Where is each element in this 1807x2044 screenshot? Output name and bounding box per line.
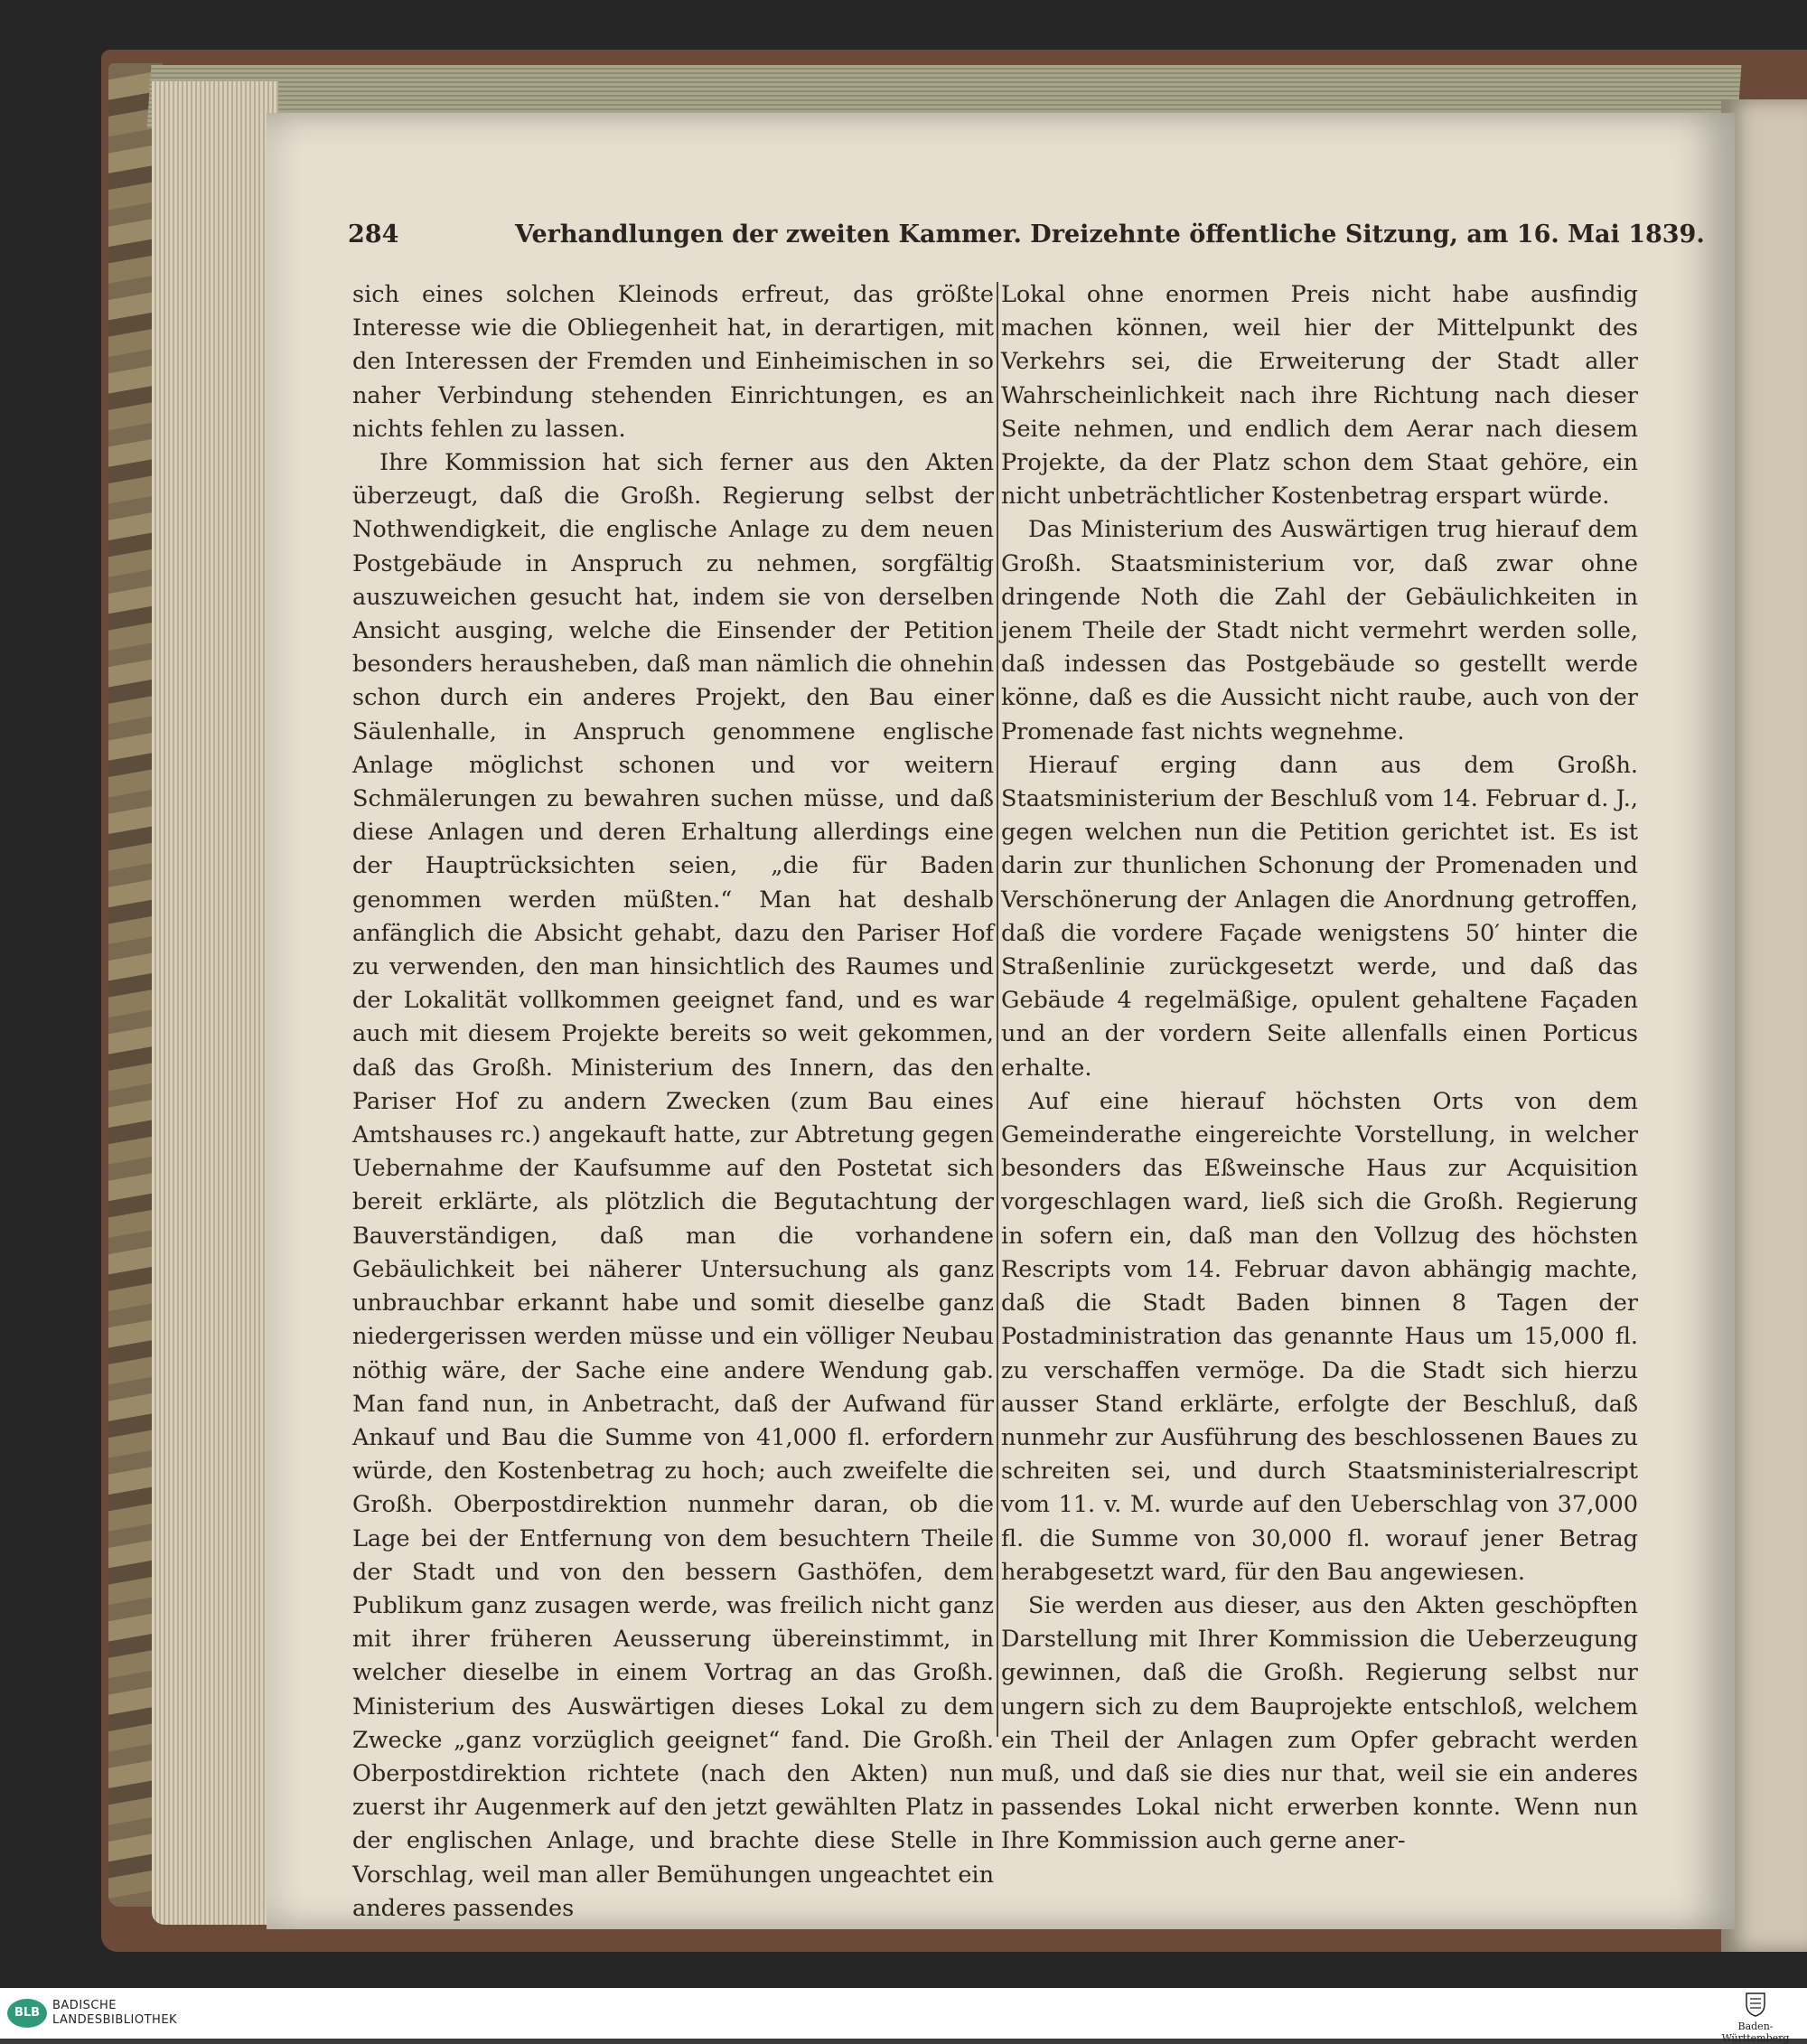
- paragraph: Sie werden aus dieser, aus den Akten geschöpften Darstellung mit Ihrer Kommission die Ueberzeugung gewinnen, daß die Großh. Regierung selbst nur ungern sich zu dem Bauprojekte entschloß, welchem ein Theil der Anlagen zum Opfer gebracht werden muß, und daß sie dies nur that, weil sie ein anderes passendes Lokal nicht erwerben konnte. Wenn nun Ihre Kommission auch gerne aner-: [1001, 1591, 1638, 1855]
- library-name[interactable]: [52, 1999, 177, 2028]
- left-column: [352, 278, 994, 1926]
- viewer-footer: [0, 1988, 1807, 2044]
- coat-of-arms-icon: [1745, 1992, 1766, 2017]
- paragraph: Auf eine hierauf höchsten Orts von dem Gemeinderathe eingereichte Vorstellung, in welcher besonders das Eßweinsche Haus zur Acquisition vorgeschlagen ward, ließ sich die Großh. Regierung in sofern ein, daß man den Vollzug des höchsten Rescripts vom 14. Februar davon abhängig machte, daß die Stadt Baden binnen 8 Tagen der Postadministration das genannte Haus um 15,000 fl. zu verschaffen vermöge. Da die Stadt sich hierzu ausser Stand erklärte, erfolgte der Beschluß, daß nunmehr zur Ausführung des beschlossenen Baues zu schreiten sei, und durch Staatsministerialrescript vom 11. v. M. wurde auf den Ueberschlag von 37,000 fl. die Summe von 30,000 fl. worauf jener Betrag herabgesetzt ward, für den Bau angewiesen.: [1001, 1087, 1638, 1586]
- state-name: Baden-Württemberg: [1721, 2021, 1790, 2044]
- state-logo[interactable]: [1715, 1992, 1796, 2044]
- paragraph: Das Ministerium des Auswärtigen trug hierauf dem Großh. Staatsministerium vor, daß zwar ohne dringende Noth die Zahl der Gebäulichkeiten in jenem Theile der Stadt nicht vermehrt werden solle, daß indessen das Postgebäude so gestellt werde könne, daß es die Aussicht nicht raube, auch von der Promenade fast nichts wegnehme.: [1001, 516, 1638, 745]
- blb-logo[interactable]: BLB: [7, 1999, 47, 2028]
- library-name-line2: LANDESBIBLIOTHEK: [52, 2013, 178, 2027]
- paragraph: Lokal ohne enormen Preis nicht habe ausfindig machen können, weil hier der Mittelpunkt des Verkehrs sei, die Erweiterung der Stadt aller Wahrscheinlichkeit nach ihre Richtung nach dieser Seite nehmen, und endlich dem Aerar nach diesem Projekte, da der Platz schon dem Staat gehöre, ein nicht unbeträchtlicher Kostenbetrag erspart würde.: [1001, 281, 1638, 511]
- page-header: [348, 220, 1705, 257]
- paragraph: Ihre Kommission hat sich ferner aus den Akten überzeugt, daß die Großh. Regierung selbst der Nothwendigkeit, die englische Anlage zu dem neuen Postgebäude in Anspruch zu nehmen, sorgfältig auszuweichen gesucht hat, indem sie von derselben Ansicht ausging, welche die Einsender der Petition besonders herausheben, daß man nämlich die ohnehin schon durch ein anderes Projekt, den Bau einer Säulenhalle, in Anspruch genommene englische Anlage möglichst schonen und vor weitern Schmälerungen zu bewahren suchen müsse, und daß diese Anlagen und deren Erhaltung allerdings eine der Hauptrücksichten seien, „die für Baden genommen werden müßten.“ Man hat deshalb anfänglich die Absicht gehabt, dazu den Pariser Hof zu verwenden, den man hinsichtlich des Raumes und der Lokalität vollkommen geeignet fand, und es war auch mit diesem Projekte bereits so weit gekommen, daß das Großh. Ministerium des Innern, das den Pariser Hof zu andern Zwecken (zum Bau eines Amtshauses rc.) angekauft hatte, zur Abtretung gegen Uebernahme der Kaufsumme auf den Postetat sich bereit erklärte, als plötzlich die Begutachtung der Bauverständigen, daß man die vorhandene Gebäulichkeit bei näherer Untersuchung als ganz unbrauchbar erkannt habe und somit dieselbe ganz niedergerissen werden müsse und ein völliger Neubau nöthig wäre, der Sache eine andere Wendung gab. Man fand nun, in Anbetracht, daß der Aufwand für Ankauf und Bau die Summe von 41,000 fl. erfordern würde, den Kostenbetrag zu hoch; auch zweifelte die Großh. Oberpostdirektion nunmehr daran, ob die Lage bei der Entfernung von dem besuchtern Theile der Stadt und von den bessern Gasthöfen, dem Publikum ganz zusagen werde, was freilich nicht ganz mit ihrer früheren Aeusserung übereinstimmt, in welcher dieselbe in einem Vortrag an das Großh. Ministerium des Auswärtigen dieses Lokal zu dem Zwecke „ganz vorzüglich geeignet“ fand. Die Großh. Oberpostdirektion richtete (nach den Akten) nun zuerst ihr Augenmerk auf den jetzt gewählten Platz in der englischen Anlage, und brachte diese Stelle in Vorschlag, weil man aller Bemühungen ungeachtet ein anderes passendes: [352, 449, 994, 1922]
- right-column: [1001, 278, 1638, 1859]
- page-edges-left: [152, 81, 278, 1925]
- paragraph: Hierauf erging dann aus dem Großh. Staatsministerium der Beschluß vom 14. Februar d. J., gegen welchen nun die Petition gerichtet ist. Es ist darin zur thunlichen Schonung der Promenaden und Verschönerung der Anlagen die Anordnung getroffen, daß die vordere Façade wenigstens 50′ hinter die Straßenlinie zurückgesetzt werde, und daß das Gebäude 4 regelmäßige, opulent gehaltene Façaden und an der vordern Seite allenfalls einen Porticus erhalte.: [1001, 751, 1638, 1082]
- page-number: 284: [348, 220, 399, 248]
- paragraph: sich eines solchen Kleinods erfreut, das größte Interesse wie die Obliegenheit hat, in derartigen, mit den Interessen der Fremden und Einheimischen in so naher Verbindung stehenden Einrichtungen, es an nichts fehlen zu lassen.: [352, 281, 994, 443]
- running-title: Verhandlungen der zweiten Kammer. Dreizehnte öffentliche Sitzung, am 16. Mai 1839.: [515, 220, 1705, 248]
- column-divider: [997, 282, 998, 1737]
- library-name-line1: BADISCHE: [52, 1999, 117, 2012]
